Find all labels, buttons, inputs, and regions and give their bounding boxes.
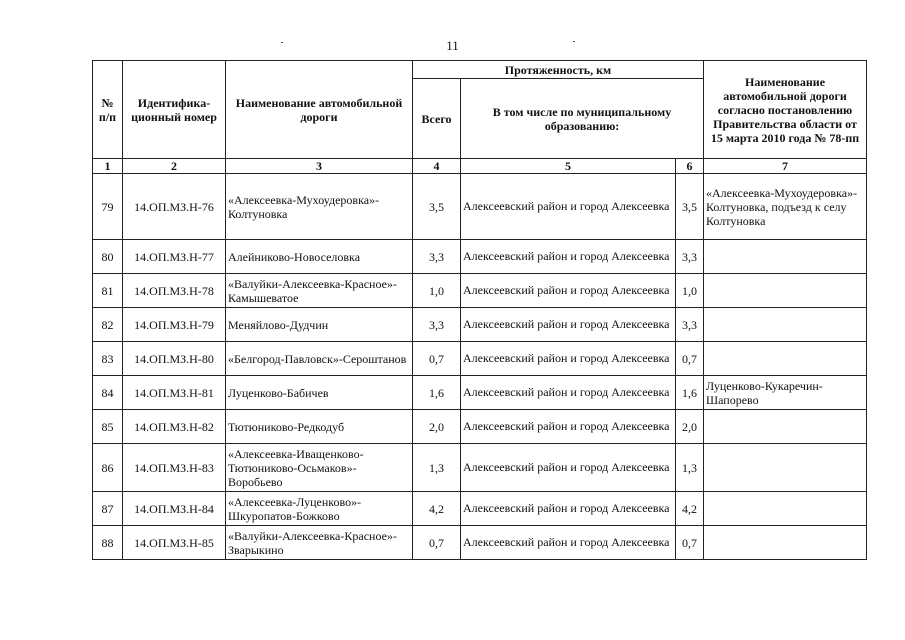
length-total: 1,6 <box>413 376 461 410</box>
length-municipal: 4,2 <box>676 492 704 526</box>
gov-road-name <box>704 240 867 274</box>
table-row <box>93 444 867 492</box>
column-number: 4 <box>413 159 461 174</box>
length-total: 3,5 <box>413 174 461 240</box>
road-id: 14.ОП.МЗ.Н-80 <box>123 342 226 376</box>
table-row <box>93 240 867 274</box>
row-number: 87 <box>93 492 123 526</box>
gov-road-name <box>704 274 867 308</box>
road-id: 14.ОП.МЗ.Н-78 <box>123 274 226 308</box>
length-total: 1,0 <box>413 274 461 308</box>
column-number: 2 <box>123 159 226 174</box>
row-number: 85 <box>93 410 123 444</box>
column-number: 3 <box>226 159 413 174</box>
road-id: 14.ОП.МЗ.Н-79 <box>123 308 226 342</box>
road-id: 14.ОП.МЗ.Н-81 <box>123 376 226 410</box>
length-municipal: 1,6 <box>676 376 704 410</box>
length-municipal: 1,0 <box>676 274 704 308</box>
road-id: 14.ОП.МЗ.Н-83 <box>123 444 226 492</box>
gov-road-name <box>704 410 867 444</box>
table-header <box>93 61 867 174</box>
municipality: Алексеевский район и город Алексеевка <box>461 240 676 274</box>
road-id: 14.ОП.МЗ.Н-82 <box>123 410 226 444</box>
road-name: «Валуйки-Алексеевка-Красное»-Зварыкино <box>226 526 413 560</box>
roads-table <box>92 60 867 560</box>
gov-road-name <box>704 492 867 526</box>
row-number: 83 <box>93 342 123 376</box>
scan-speck <box>281 42 283 43</box>
column-number-row <box>93 159 867 174</box>
road-name: «Белгород-Павловск»-Сероштанов <box>226 342 413 376</box>
municipality: Алексеевский район и город Алексеевка <box>461 308 676 342</box>
length-total: 3,3 <box>413 308 461 342</box>
road-name: Меняйлово-Дудчин <box>226 308 413 342</box>
row-number: 86 <box>93 444 123 492</box>
municipality: Алексеевский район и город Алексеевка <box>461 342 676 376</box>
road-id: 14.ОП.МЗ.Н-76 <box>123 174 226 240</box>
column-number: 7 <box>704 159 867 174</box>
road-name: «Алексеевка-Луценково»-Шкуропатов-Божково <box>226 492 413 526</box>
municipality: Алексеевский район и город Алексеевка <box>461 376 676 410</box>
row-number: 82 <box>93 308 123 342</box>
length-total: 3,3 <box>413 240 461 274</box>
road-id: 14.ОП.МЗ.Н-84 <box>123 492 226 526</box>
municipality: Алексеевский район и город Алексеевка <box>461 492 676 526</box>
gov-road-name: Луценково-Кукаречин-Шапорево <box>704 376 867 410</box>
gov-road-name <box>704 444 867 492</box>
table-body <box>93 174 867 560</box>
header-total: Всего <box>413 79 461 159</box>
row-number: 88 <box>93 526 123 560</box>
length-total: 0,7 <box>413 342 461 376</box>
row-number: 84 <box>93 376 123 410</box>
table-row <box>93 526 867 560</box>
road-id: 14.ОП.МЗ.Н-85 <box>123 526 226 560</box>
table-row <box>93 308 867 342</box>
length-municipal: 0,7 <box>676 342 704 376</box>
row-number: 81 <box>93 274 123 308</box>
scan-speck <box>573 41 575 42</box>
length-total: 1,3 <box>413 444 461 492</box>
header-length-group: Протяженность, км <box>413 61 704 79</box>
municipality: Алексеевский район и город Алексеевка <box>461 410 676 444</box>
length-municipal: 1,3 <box>676 444 704 492</box>
municipality: Алексеевский район и город Алексеевка <box>461 174 676 240</box>
road-name: «Алексеевка-Мухоудеровка»-Колтуновка <box>226 174 413 240</box>
header-num: № п/п <box>93 61 123 159</box>
column-number: 1 <box>93 159 123 174</box>
gov-road-name <box>704 308 867 342</box>
road-name: Алейниково-Новоселовка <box>226 240 413 274</box>
length-municipal: 3,3 <box>676 308 704 342</box>
table-row <box>93 342 867 376</box>
table-row <box>93 492 867 526</box>
column-number: 6 <box>676 159 704 174</box>
row-number: 80 <box>93 240 123 274</box>
road-name: Луценково-Бабичев <box>226 376 413 410</box>
length-total: 2,0 <box>413 410 461 444</box>
length-municipal: 3,3 <box>676 240 704 274</box>
table-row <box>93 410 867 444</box>
header-municipal: В том числе по муниципальному образованию: <box>461 79 704 159</box>
road-name: «Алексеевка-Иващенково-Тютюниково-Осьмаков»-Воробьево <box>226 444 413 492</box>
table-row <box>93 274 867 308</box>
length-municipal: 3,5 <box>676 174 704 240</box>
length-municipal: 0,7 <box>676 526 704 560</box>
header-id: Идентифика-ционный номер <box>123 61 226 159</box>
municipality: Алексеевский район и город Алексеевка <box>461 526 676 560</box>
length-total: 4,2 <box>413 492 461 526</box>
header-road-name: Наименование автомобильной дороги <box>226 61 413 159</box>
road-name: «Валуйки-Алексеевка-Красное»-Камышеватое <box>226 274 413 308</box>
municipality: Алексеевский район и город Алексеевка <box>461 444 676 492</box>
municipality: Алексеевский район и город Алексеевка <box>461 274 676 308</box>
page-number: 11 <box>446 38 459 53</box>
table-row <box>93 174 867 240</box>
gov-road-name <box>704 526 867 560</box>
gov-road-name <box>704 342 867 376</box>
length-municipal: 2,0 <box>676 410 704 444</box>
length-total: 0,7 <box>413 526 461 560</box>
row-number: 79 <box>93 174 123 240</box>
road-id: 14.ОП.МЗ.Н-77 <box>123 240 226 274</box>
table-row <box>93 376 867 410</box>
header-gov-name: Наименование автомобильной дороги согласно постановлению Правительства области от 15 марта 2010 года № 78-пп <box>704 61 867 159</box>
gov-road-name: «Алексеевка-Мухоудеровка»-Колтуновка, подъезд к селу Колтуновка <box>704 174 867 240</box>
road-name: Тютюниково-Редкодуб <box>226 410 413 444</box>
column-number: 5 <box>461 159 676 174</box>
